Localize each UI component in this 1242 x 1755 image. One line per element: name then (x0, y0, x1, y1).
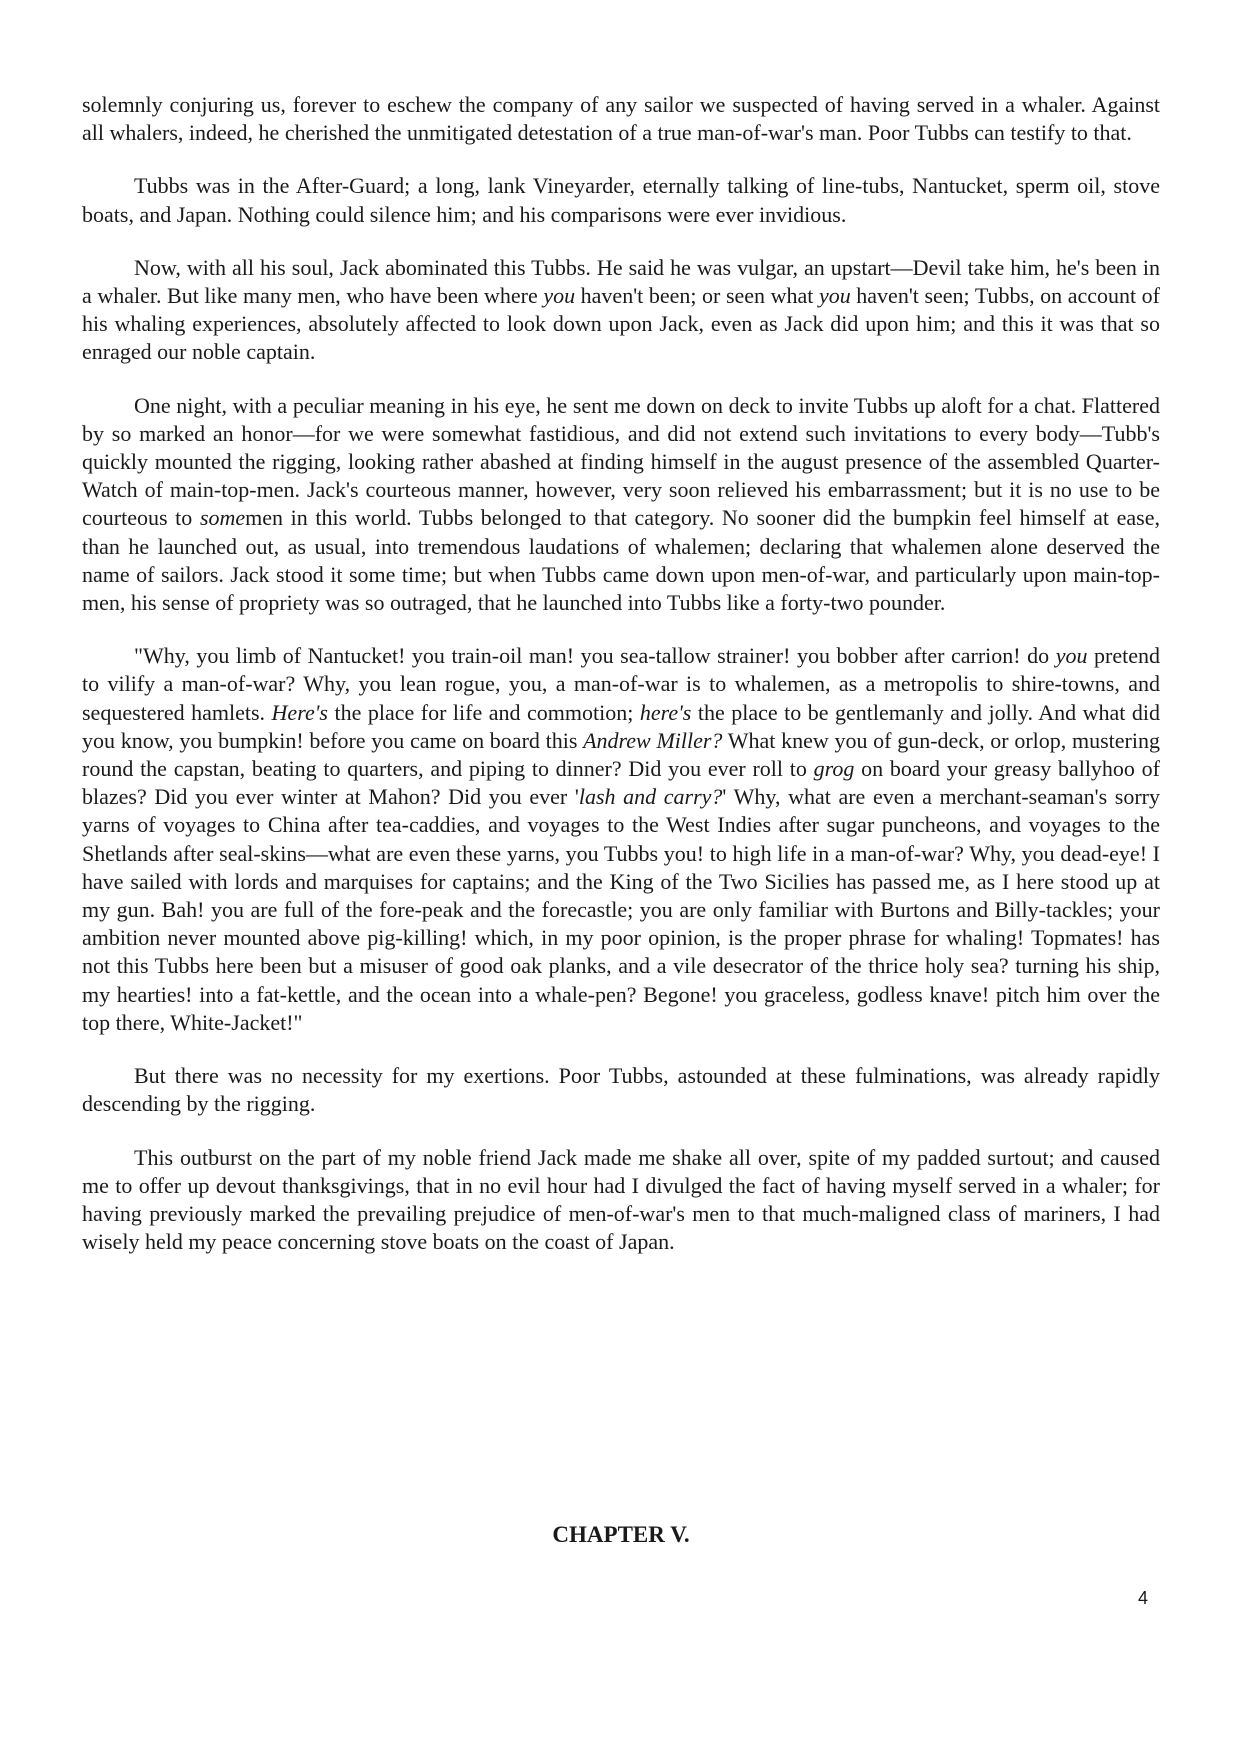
text-run: solemnly conjuring us, forever to eschew the company of any sailor we suspected of having served in a whaler. Against all whalers, indeed, he cherished the unmitigated detestation of a true man-of-war's man. Poor Tubbs can testify to that. (82, 92, 1160, 146)
italic-text: grog (813, 756, 855, 782)
text-run: on board your greasy ballyhoo of blazes? Did you ever winter at Mahon? Did you ever ' (82, 756, 1160, 810)
text-run: But there was no necessity for my exertions. Poor Tubbs, astounded at these fulminations, was already rapidly descending by the rigging. (82, 1063, 1160, 1117)
text-run: What knew you of gun-deck, or orlop, mustering round the capstan, beating to quarters, and piping to dinner? Did you ever roll to (82, 727, 1160, 782)
paragraph (82, 91, 1160, 147)
italic-text: Andrew Miller? (583, 727, 723, 753)
text-run: men in this world. Tubbs belonged to that category. No sooner did the bumpkin feel himself at ease, than he launched out, as usual, into tremendous laudations of whalemen; declaring that whalemen alone deserved the name of sailors. Jack stood it some time; but when Tubbs came down upon men-of-war, and particularly upon main-top-men, his sense of propriety was so outraged, that he launched into Tubbs like a forty-two pounder. (82, 505, 1160, 616)
paragraph (82, 1144, 1160, 1257)
text-run: ' Why, what are even a merchant-seaman's sorry yarns of voyages to China after tea-caddies, and voyages to the West Indies after sugar puncheons, and voyages to the Shetlands after seal-skins—what are even these yarns, you Tubbs you! to high life in a man-of-war? Why, you dead-eye! I have sailed with lords and marquises for captains; and the King of the Two Sicilies has passed me, as I here stood up at my gun. Bah! you are full of the fore-peak and the forecastle; you are only familiar with Burtons and Billy-tackles; your ambition never mounted above pig-killing! which, in my poor opinion, is the proper phrase for whaling! Topmates! has not this Tubbs here been but a misuser of good oak planks, and a vile desecrator of the thrice holy sea? turning his ship, my hearties! into a fat-kettle, and the ocean into a whale-pen? Begone! you graceless, godless knave! pitch him over the top there, White-Jacket!" (82, 784, 1160, 1035)
italic-text: some (199, 505, 246, 531)
text-run: the place for life and commotion; (327, 699, 640, 725)
page-number: 4 (1138, 1588, 1149, 1608)
paragraph (82, 1062, 1160, 1118)
italic-text: you (1055, 643, 1088, 669)
paragraph (82, 172, 1160, 228)
paragraph (82, 392, 1160, 618)
italic-text: you (818, 283, 851, 309)
text-run: the place to be gentlemanly and jolly. And what did you know, you bumpkin! before you came on board this (82, 699, 1160, 753)
italic-text: lash and carry? (578, 784, 723, 810)
text-run: Tubbs was in the After-Guard; a long, lank Vineyarder, eternally talking of line-tubs, Nantucket, sperm oil, stove boats, and Japan. Nothing could silence him; and his comparisons were ever invidious. (82, 173, 1160, 227)
text-run: This outburst on the part of my noble friend Jack made me shake all over, spite of my padded surtout; and caused me to offer up devout thanksgivings, that in no evil hour had I divulged the fact of having myself served in a whaler; for having previously marked the prevailing prejudice of men-of-war's men to that much-maligned class of mariners, I had wisely held my peace concerning stove boats on the coast of Japan. (82, 1144, 1160, 1255)
paragraph (82, 254, 1160, 367)
italic-text: you (543, 283, 576, 309)
text-run: haven't been; or seen what (575, 283, 819, 309)
paragraph (82, 642, 1160, 1037)
page-body (82, 91, 1160, 1281)
text-run: One night, with a peculiar meaning in his eye, he sent me down on deck to invite Tubbs up aloft for a chat. Flattered by so marked an honor—for we were somewhat fastidious, and did not extend such invitations to every body—Tubb's quickly mounted the rigging, looking rather abashed at finding himself in the august presence of the assembled Quarter-Watch of main-top-men. Jack's courteous manner, however, very soon relieved his embarrassment; but it is no use to be courteous to (82, 392, 1160, 531)
text-run: Now, with all his soul, Jack abominated this Tubbs. He said he was vulgar, an upstart—Devil take him, he's been in a whaler. But like many men, who have been where (82, 254, 1160, 309)
text-run: haven't seen; Tubbs, on account of his whaling experiences, absolutely affected to look down upon Jack, even as Jack did upon him; and this it was that so enraged our noble captain. (82, 283, 1161, 365)
text-run: pretend to vilify a man-of-war? Why, you lean rogue, you, a man-of-war is to whalemen, as a metropolis to shire-towns, and sequestered hamlets. (82, 643, 1160, 725)
italic-text: here's (639, 699, 692, 725)
italic-text: Here's (271, 699, 328, 725)
text-run: "Why, you limb of Nantucket! you train-oil man! you sea-tallow strainer! you bobber after carrion! do (134, 643, 1056, 669)
chapter-heading: CHAPTER V. (552, 1522, 690, 1547)
